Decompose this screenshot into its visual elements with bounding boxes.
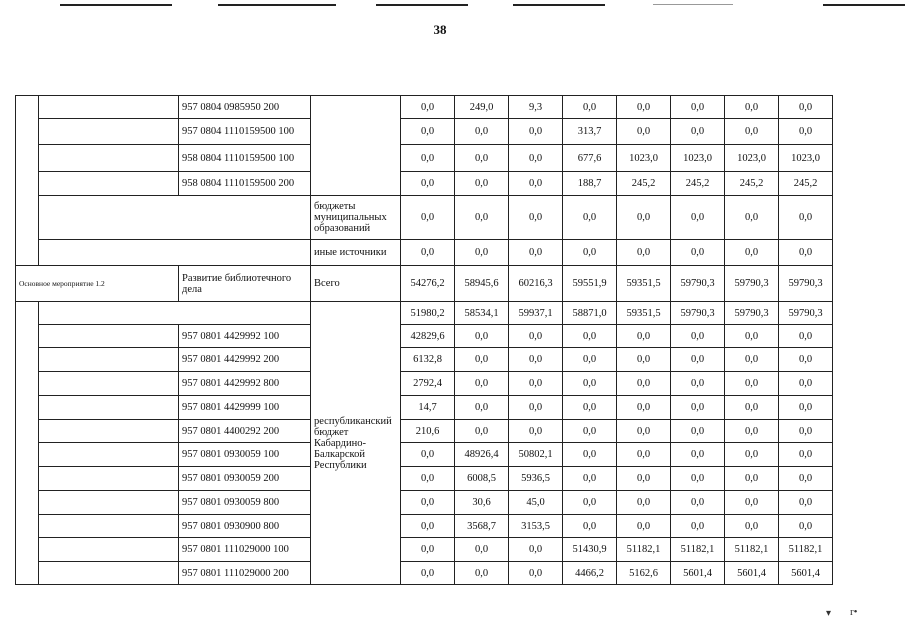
- blank-cell: [16, 302, 39, 585]
- value-cell: 0,0: [617, 348, 671, 372]
- table-row: [16, 325, 833, 348]
- value-cell: 0,0: [617, 325, 671, 348]
- budget-code: 957 0801 0930900 800: [179, 515, 311, 538]
- value-cell: 0,0: [725, 515, 779, 538]
- blank-cell: [39, 562, 179, 585]
- value-cell: 0,0: [617, 96, 671, 119]
- value-cell: 0,0: [671, 119, 725, 145]
- value-cell: 0,0: [509, 119, 563, 145]
- value-cell: 0,0: [509, 420, 563, 443]
- value-cell: 5601,4: [671, 562, 725, 585]
- value-cell: 6132,8: [401, 348, 455, 372]
- value-cell: 0,0: [671, 196, 725, 240]
- value-cell: 1023,0: [725, 145, 779, 172]
- blank-cell: [39, 172, 179, 196]
- value-cell: 0,0: [779, 372, 833, 396]
- value-cell: 59790,3: [671, 302, 725, 325]
- value-cell: 5936,5: [509, 467, 563, 491]
- table-row: [16, 145, 833, 172]
- value-cell: 6008,5: [455, 467, 509, 491]
- value-cell: 0,0: [725, 96, 779, 119]
- value-cell: 50802,1: [509, 443, 563, 467]
- value-cell: 0,0: [401, 96, 455, 119]
- budget-code: 957 0801 4400292 200: [179, 420, 311, 443]
- value-cell: 0,0: [725, 372, 779, 396]
- value-cell: 59790,3: [779, 266, 833, 302]
- value-cell: 0,0: [563, 420, 617, 443]
- value-cell: 5162,6: [617, 562, 671, 585]
- value-cell: 0,0: [455, 562, 509, 585]
- value-cell: 0,0: [779, 467, 833, 491]
- value-cell: 0,0: [617, 443, 671, 467]
- value-cell: 0,0: [401, 443, 455, 467]
- value-cell: 0,0: [617, 515, 671, 538]
- blank-cell: [39, 145, 179, 172]
- table-row: [16, 302, 833, 325]
- value-cell: 3568,7: [455, 515, 509, 538]
- table-row: [16, 515, 833, 538]
- table-row: [16, 562, 833, 585]
- value-cell: 0,0: [725, 196, 779, 240]
- scan-mark: ▾: [826, 608, 832, 619]
- table-row: [16, 443, 833, 467]
- budget-code: 957 0801 4429999 100: [179, 396, 311, 420]
- value-cell: 0,0: [509, 562, 563, 585]
- value-cell: 0,0: [401, 240, 455, 266]
- activity-name: Развитие библиотечного дела: [179, 266, 311, 302]
- blank-cell: [16, 96, 39, 266]
- value-cell: 0,0: [563, 196, 617, 240]
- value-cell: 59790,3: [779, 302, 833, 325]
- value-cell: 0,0: [671, 96, 725, 119]
- value-cell: 48926,4: [455, 443, 509, 467]
- value-cell: 0,0: [725, 396, 779, 420]
- value-cell: 51980,2: [401, 302, 455, 325]
- value-cell: 0,0: [509, 538, 563, 562]
- value-cell: 2792,4: [401, 372, 455, 396]
- budget-code: 957 0801 4429992 100: [179, 325, 311, 348]
- top-rule: [218, 4, 336, 6]
- value-cell: 51182,1: [617, 538, 671, 562]
- scan-mark: r•: [850, 606, 858, 618]
- table-row: [16, 396, 833, 420]
- value-cell: 0,0: [671, 443, 725, 467]
- budget-code: 957 0801 111029000 200: [179, 562, 311, 585]
- table-row: [16, 420, 833, 443]
- value-cell: 5601,4: [725, 562, 779, 585]
- budget-code: 957 0801 4429992 200: [179, 348, 311, 372]
- blank-cell: [39, 491, 179, 515]
- value-cell: 0,0: [671, 420, 725, 443]
- value-cell: 0,0: [617, 420, 671, 443]
- blank-cell: [39, 420, 179, 443]
- value-cell: 0,0: [401, 515, 455, 538]
- value-cell: 0,0: [617, 119, 671, 145]
- value-cell: 0,0: [401, 172, 455, 196]
- value-cell: 0,0: [401, 491, 455, 515]
- top-rule: [653, 4, 733, 5]
- value-cell: 0,0: [455, 325, 509, 348]
- value-cell: 0,0: [509, 196, 563, 240]
- value-cell: 51182,1: [671, 538, 725, 562]
- value-cell: 45,0: [509, 491, 563, 515]
- value-cell: 0,0: [401, 562, 455, 585]
- value-cell: 0,0: [455, 240, 509, 266]
- value-cell: 0,0: [671, 515, 725, 538]
- budget-code: 957 0801 0930059 100: [179, 443, 311, 467]
- value-cell: 0,0: [779, 240, 833, 266]
- value-cell: 0,0: [509, 372, 563, 396]
- value-cell: 0,0: [563, 325, 617, 348]
- value-cell: 0,0: [779, 119, 833, 145]
- value-cell: 30,6: [455, 491, 509, 515]
- value-cell: 0,0: [563, 467, 617, 491]
- value-cell: 51182,1: [779, 538, 833, 562]
- top-rule: [60, 4, 172, 6]
- value-cell: 0,0: [779, 515, 833, 538]
- value-cell: 245,2: [725, 172, 779, 196]
- value-cell: 14,7: [401, 396, 455, 420]
- blank-cell: [311, 96, 401, 196]
- value-cell: 0,0: [455, 372, 509, 396]
- value-cell: 677,6: [563, 145, 617, 172]
- value-cell: 0,0: [779, 325, 833, 348]
- value-cell: 0,0: [509, 348, 563, 372]
- value-cell: 245,2: [671, 172, 725, 196]
- value-cell: 0,0: [563, 491, 617, 515]
- value-cell: 0,0: [455, 538, 509, 562]
- value-cell: 0,0: [563, 515, 617, 538]
- value-cell: 0,0: [725, 240, 779, 266]
- value-cell: 0,0: [509, 396, 563, 420]
- budget-code: 957 0801 0930059 800: [179, 491, 311, 515]
- top-rule: [823, 4, 905, 6]
- value-cell: 0,0: [671, 396, 725, 420]
- value-cell: 1023,0: [617, 145, 671, 172]
- value-cell: 59790,3: [725, 302, 779, 325]
- blank-cell: [39, 325, 179, 348]
- value-cell: 1023,0: [779, 145, 833, 172]
- value-cell: 58871,0: [563, 302, 617, 325]
- value-cell: 0,0: [509, 145, 563, 172]
- value-cell: 0,0: [509, 240, 563, 266]
- value-cell: 58534,1: [455, 302, 509, 325]
- value-cell: 0,0: [509, 172, 563, 196]
- blank-cell: [39, 372, 179, 396]
- value-cell: 0,0: [671, 491, 725, 515]
- top-rule: [513, 4, 605, 6]
- budget-code: 957 0801 0930059 200: [179, 467, 311, 491]
- value-cell: 0,0: [455, 396, 509, 420]
- value-cell: 59790,3: [725, 266, 779, 302]
- value-cell: 51182,1: [725, 538, 779, 562]
- value-cell: 0,0: [779, 348, 833, 372]
- table-row: [16, 196, 833, 240]
- value-cell: 0,0: [563, 396, 617, 420]
- value-cell: 3153,5: [509, 515, 563, 538]
- blank-cell: [39, 348, 179, 372]
- value-cell: 0,0: [455, 119, 509, 145]
- value-cell: 9,3: [509, 96, 563, 119]
- value-cell: 5601,4: [779, 562, 833, 585]
- blank-cell: [39, 96, 179, 119]
- value-cell: 0,0: [617, 196, 671, 240]
- activity-label: Основное мероприятие 1.2: [16, 266, 179, 302]
- value-cell: 0,0: [563, 443, 617, 467]
- value-cell: 0,0: [671, 372, 725, 396]
- value-cell: 0,0: [671, 467, 725, 491]
- value-cell: 0,0: [401, 467, 455, 491]
- value-cell: 0,0: [401, 145, 455, 172]
- budget-code: 958 0804 1110159500 200: [179, 172, 311, 196]
- budget-code: 958 0804 1110159500 100: [179, 145, 311, 172]
- table-row: [16, 372, 833, 396]
- value-cell: 0,0: [725, 119, 779, 145]
- table-row: [16, 172, 833, 196]
- value-cell: 0,0: [455, 348, 509, 372]
- value-cell: 0,0: [617, 396, 671, 420]
- value-cell: 42829,6: [401, 325, 455, 348]
- table-row: [16, 348, 833, 372]
- value-cell: 0,0: [455, 172, 509, 196]
- value-cell: 0,0: [617, 491, 671, 515]
- table-row: [16, 119, 833, 145]
- value-cell: 0,0: [671, 240, 725, 266]
- value-cell: 0,0: [617, 467, 671, 491]
- table-row: [16, 538, 833, 562]
- value-cell: 245,2: [779, 172, 833, 196]
- value-cell: 59351,5: [617, 302, 671, 325]
- value-cell: 59551,9: [563, 266, 617, 302]
- value-cell: 51430,9: [563, 538, 617, 562]
- value-cell: 0,0: [779, 196, 833, 240]
- value-cell: 0,0: [563, 240, 617, 266]
- value-cell: 0,0: [401, 196, 455, 240]
- blank-cell: [39, 119, 179, 145]
- value-cell: 0,0: [779, 420, 833, 443]
- table-row: [16, 96, 833, 119]
- budget-code: 957 0804 1110159500 100: [179, 119, 311, 145]
- table-row: [16, 491, 833, 515]
- value-cell: 1023,0: [671, 145, 725, 172]
- value-cell: 58945,6: [455, 266, 509, 302]
- value-cell: 0,0: [401, 119, 455, 145]
- value-cell: 59351,5: [617, 266, 671, 302]
- value-cell: 59790,3: [671, 266, 725, 302]
- blank-cell: [39, 196, 311, 240]
- value-cell: 0,0: [779, 396, 833, 420]
- value-cell: 0,0: [563, 348, 617, 372]
- source-label: иные источники: [311, 240, 401, 266]
- blank-cell: [39, 396, 179, 420]
- value-cell: 59937,1: [509, 302, 563, 325]
- value-cell: 0,0: [725, 420, 779, 443]
- value-cell: 0,0: [455, 145, 509, 172]
- budget-code: 957 0801 111029000 100: [179, 538, 311, 562]
- value-cell: 0,0: [401, 538, 455, 562]
- value-cell: 0,0: [509, 325, 563, 348]
- blank-cell: [39, 302, 311, 325]
- blank-cell: [39, 515, 179, 538]
- value-cell: 0,0: [563, 372, 617, 396]
- value-cell: 0,0: [563, 96, 617, 119]
- value-cell: 0,0: [779, 443, 833, 467]
- value-cell: 313,7: [563, 119, 617, 145]
- value-cell: 0,0: [725, 491, 779, 515]
- value-cell: 0,0: [725, 348, 779, 372]
- value-cell: 0,0: [725, 443, 779, 467]
- value-cell: 0,0: [455, 420, 509, 443]
- total-label: Всего: [311, 266, 401, 302]
- blank-cell: [39, 443, 179, 467]
- table-row: [16, 266, 833, 302]
- value-cell: 4466,2: [563, 562, 617, 585]
- value-cell: 60216,3: [509, 266, 563, 302]
- value-cell: 0,0: [779, 96, 833, 119]
- blank-cell: [39, 467, 179, 491]
- budget-code: 957 0804 0985950 200: [179, 96, 311, 119]
- table-row: [16, 240, 833, 266]
- blank-cell: [39, 538, 179, 562]
- value-cell: 210,6: [401, 420, 455, 443]
- value-cell: 0,0: [617, 372, 671, 396]
- top-rule: [376, 4, 468, 6]
- value-cell: 249,0: [455, 96, 509, 119]
- budget-code: 957 0801 4429992 800: [179, 372, 311, 396]
- value-cell: 188,7: [563, 172, 617, 196]
- value-cell: 0,0: [779, 491, 833, 515]
- value-cell: 0,0: [671, 325, 725, 348]
- value-cell: 0,0: [671, 348, 725, 372]
- value-cell: 0,0: [725, 325, 779, 348]
- source-label: республиканский бюджет Кабардино-Балкарской Республики: [311, 302, 401, 585]
- blank-cell: [39, 240, 311, 266]
- value-cell: 0,0: [617, 240, 671, 266]
- value-cell: 0,0: [725, 467, 779, 491]
- value-cell: 54276,2: [401, 266, 455, 302]
- value-cell: 0,0: [455, 196, 509, 240]
- table-row: [16, 467, 833, 491]
- budget-table: [15, 95, 833, 585]
- value-cell: 245,2: [617, 172, 671, 196]
- page-number: 38: [433, 22, 447, 37]
- source-label: бюджеты муниципальных образований: [311, 196, 401, 240]
